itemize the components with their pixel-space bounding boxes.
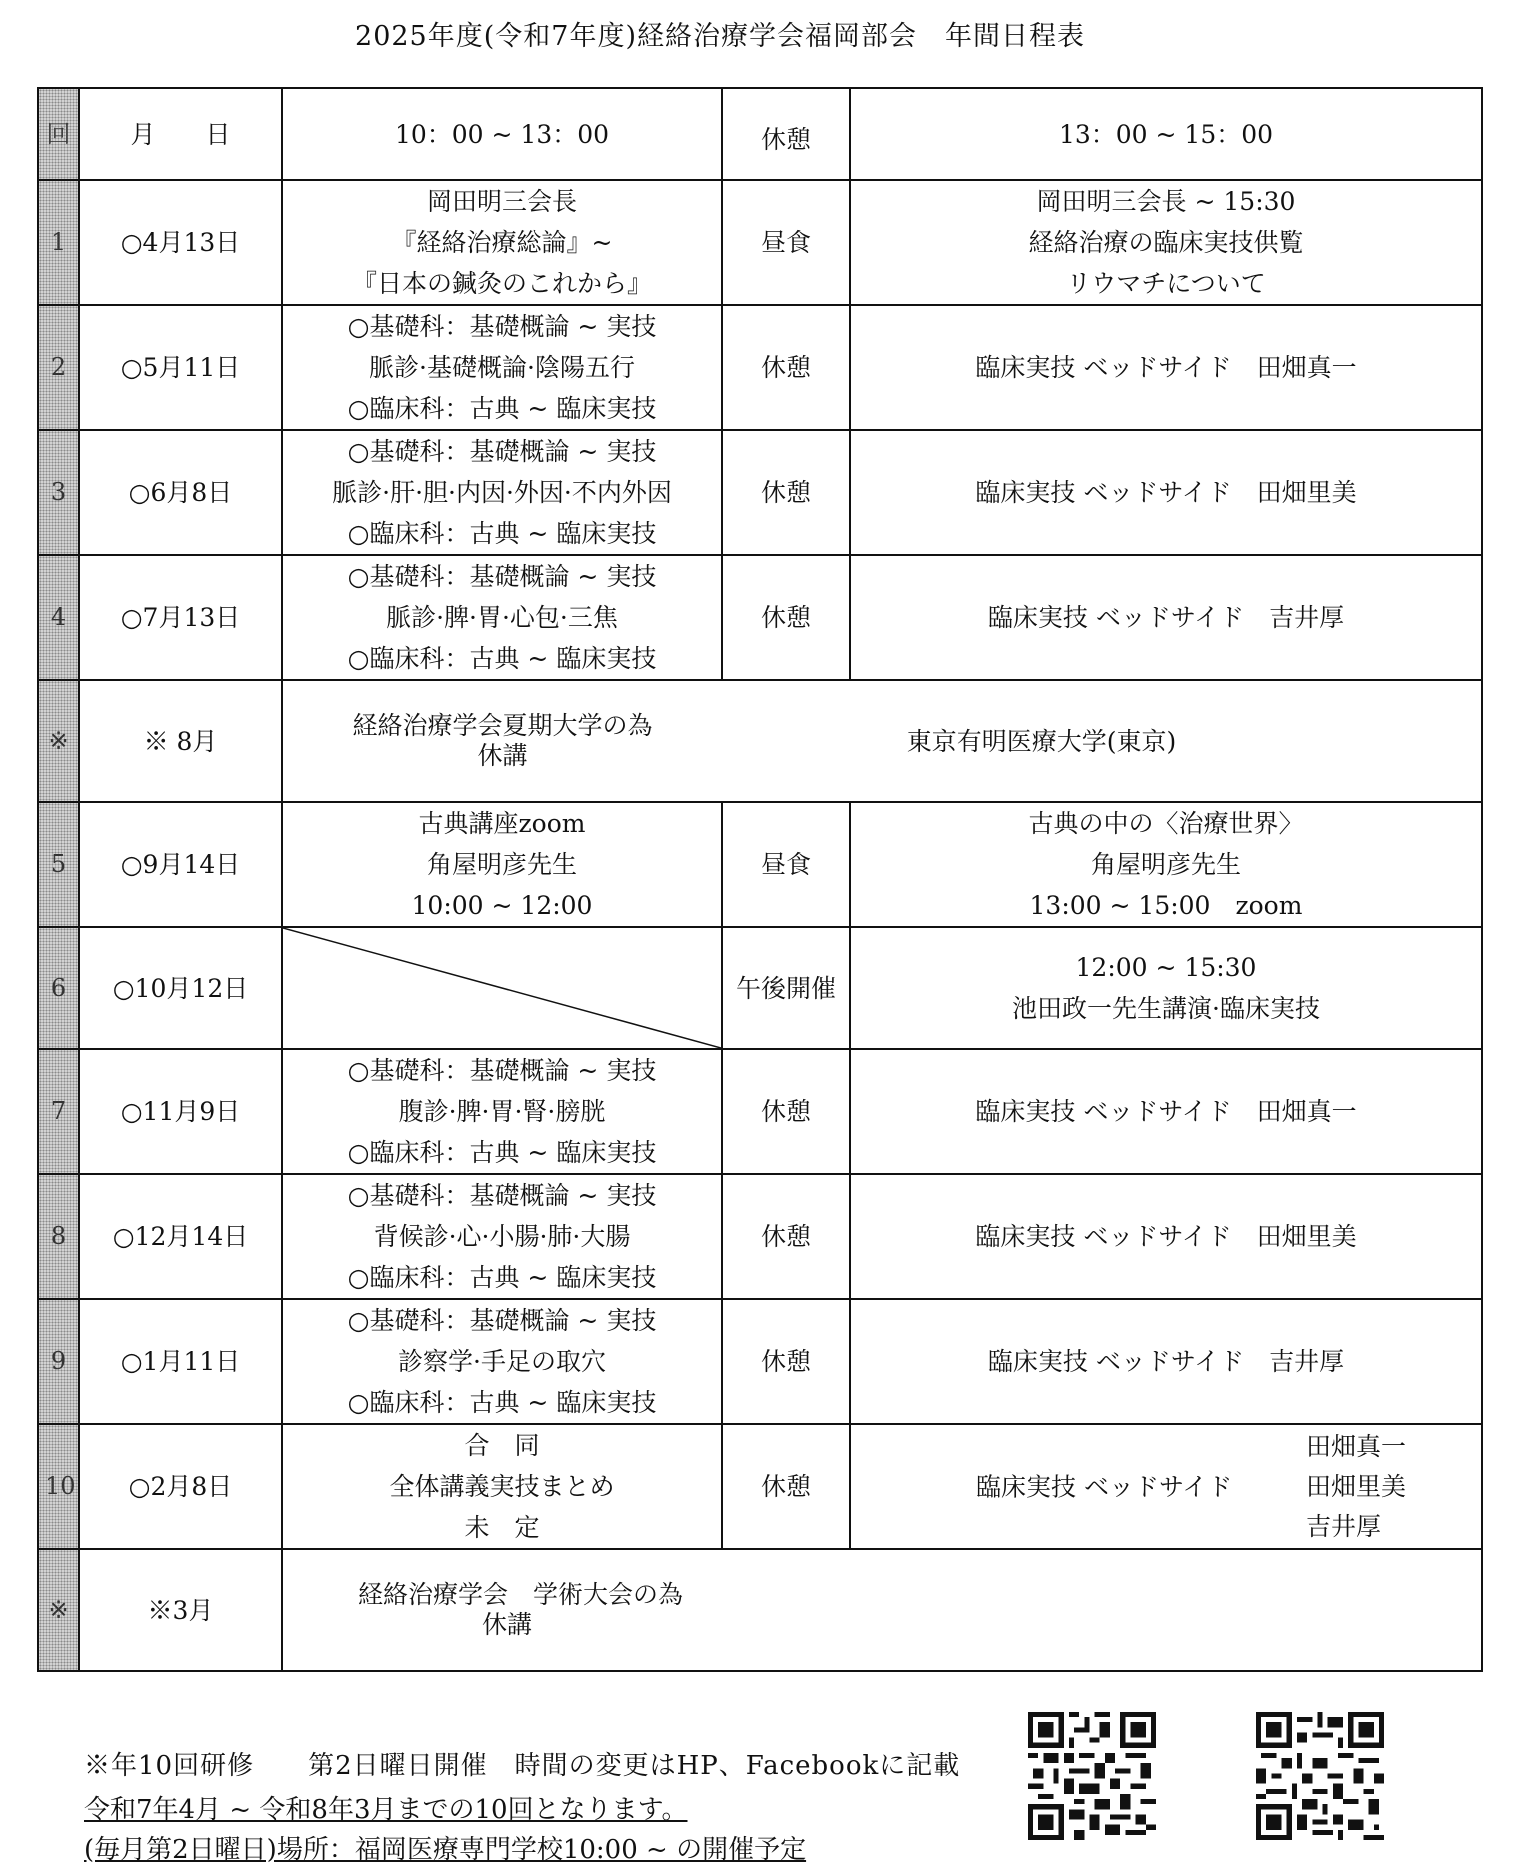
morning-content <box>282 802 722 927</box>
session-date: ※3月 <box>79 1549 282 1671</box>
morning-line: ○臨床科：古典 ~ 臨床実技 <box>347 519 657 548</box>
session-number: 7 <box>38 1049 79 1174</box>
diagonal-slash <box>283 928 721 1048</box>
diagonal-slash-line <box>283 928 721 1048</box>
morning-line: 10:00 ~ 12:00 <box>411 891 593 920</box>
session-date: ○7月13日 <box>79 555 282 680</box>
afternoon-content <box>850 1174 1482 1299</box>
session-date: ○1月11日 <box>79 1299 282 1424</box>
footer-period: 令和7年4月 ~ 令和8年3月までの10回となります。 <box>84 1795 688 1825</box>
afternoon-line: 角屋明彦先生 <box>1090 850 1241 879</box>
afternoon-line: 臨床実技 ベッドサイド 吉井厚 <box>987 603 1345 632</box>
session-number: 8 <box>38 1174 79 1299</box>
qr-code-icon[interactable] <box>1256 1712 1384 1840</box>
morning-line: ○臨床科：古典 ~ 臨床実技 <box>347 394 657 423</box>
header-am: 10：00 ~ 13：00 <box>282 88 722 180</box>
morning-content <box>282 1549 1482 1671</box>
session-number: ※ <box>38 680 79 802</box>
session-number: 1 <box>38 180 79 305</box>
afternoon-line: 臨床実技 ベッドサイド 田畑里美 <box>975 478 1357 507</box>
session-number: 3 <box>38 430 79 555</box>
morning-line: 経絡治療学会 学術大会の為 <box>358 1580 684 1609</box>
header-row <box>38 88 1482 180</box>
morning-line: ○基礎科：基礎概論 ~ 実技 <box>347 562 657 591</box>
schedule-row <box>38 927 1482 1049</box>
session-date: ○12月14日 <box>79 1174 282 1299</box>
break-cell: 休憩 <box>722 430 850 555</box>
session-number: 9 <box>38 1299 79 1424</box>
qr-code-icon[interactable] <box>1028 1712 1156 1840</box>
afternoon-content <box>850 180 1482 305</box>
page-title: 2025年度(令和7年度)経絡治療学会福岡部会 年間日程表 <box>355 21 1085 52</box>
morning-line: ○基礎科：基礎概論 ~ 実技 <box>347 312 657 341</box>
break-cell: 休憩 <box>722 1424 850 1549</box>
break-cell: 休憩 <box>722 305 850 430</box>
afternoon-content <box>850 555 1482 680</box>
schedule-row <box>38 1049 1482 1174</box>
session-number: 6 <box>38 927 79 1049</box>
schedule-row <box>38 180 1482 305</box>
afternoon-line: 臨床実技 ベッドサイド 田畑里美 <box>975 1222 1357 1251</box>
schedule-row <box>38 1299 1482 1424</box>
morning-line: 『日本の鍼灸のこれから』 <box>351 269 652 298</box>
morning-content <box>282 1174 722 1299</box>
session-date: ○5月11日 <box>79 305 282 430</box>
break-cell: 休憩 <box>722 555 850 680</box>
morning-content <box>282 430 722 555</box>
afternoon-line: 池田政一先生講演·臨床実技 <box>1012 994 1320 1023</box>
morning-line: 古典講座zoom <box>418 809 586 838</box>
morning-line: 休講 <box>482 1610 533 1639</box>
break-cell: 午後開催 <box>722 927 850 1049</box>
session-date: ※ 8月 <box>79 680 282 802</box>
morning-line: ○臨床科：古典 ~ 臨床実技 <box>347 1263 657 1292</box>
footer-location: (毎月第2日曜日)場所：福岡医療専門学校10:00 ~ の開催予定 <box>84 1835 807 1865</box>
session-date: ○10月12日 <box>79 927 282 1049</box>
afternoon-line: 臨床実技 ベッドサイド 田畑真一 <box>975 1097 1357 1126</box>
schedule-row <box>38 1174 1482 1299</box>
footer-note: ※年10回研修 第2日曜日開催 時間の変更はHP、Facebookに記載 <box>84 1751 961 1781</box>
header-break <box>722 88 850 180</box>
schedule-row <box>38 1424 1482 1549</box>
morning-content <box>282 555 722 680</box>
afternoon-line: 古典の中の〈治療世界〉 <box>1028 809 1304 838</box>
afternoon-line: 臨床実技 ベッドサイド 吉井厚 <box>987 1347 1345 1376</box>
afternoon-line: 12:00 ~ 15:30 <box>1075 953 1257 982</box>
morning-content <box>282 1299 722 1424</box>
session-date: ○9月14日 <box>79 802 282 927</box>
staff-list <box>1306 1427 1406 1547</box>
schedule-row <box>38 305 1482 430</box>
morning-line: 未 定 <box>464 1513 540 1542</box>
morning-line: 合 同 <box>464 1431 540 1460</box>
session-number: 2 <box>38 305 79 430</box>
session-date: ○2月8日 <box>79 1424 282 1549</box>
morning-line: 脈診·肝·胆·内因·外因·不内外因 <box>332 478 672 507</box>
session-date: ○6月8日 <box>79 430 282 555</box>
afternoon-line: リウマチについて <box>1066 269 1266 298</box>
morning-line: ○臨床科：古典 ~ 臨床実技 <box>347 1138 657 1167</box>
morning-line: 腹診·脾·胃·腎·膀胱 <box>398 1097 606 1126</box>
schedule-row-holiday <box>38 680 1482 802</box>
morning-line: 岡田明三会長 <box>426 187 577 216</box>
session-number: 5 <box>38 802 79 927</box>
morning-line: ○基礎科：基礎概論 ~ 実技 <box>347 437 657 466</box>
afternoon-content <box>850 802 1482 927</box>
afternoon-line: 臨床実技 ベッドサイド 田畑真一 <box>975 353 1357 382</box>
afternoon-content <box>850 1424 1482 1549</box>
staff-name: 吉井厚 <box>1306 1511 1382 1541</box>
afternoon-content <box>850 927 1482 1049</box>
afternoon-line: 経絡治療の臨床実技供覧 <box>1028 228 1304 257</box>
afternoon-content <box>850 1049 1482 1174</box>
break-cell: 休憩 <box>722 1174 850 1299</box>
morning-empty-cell <box>282 927 722 1049</box>
morning-line: 脈診·基礎概論·陰陽五行 <box>369 353 635 382</box>
header-no: 回 <box>38 88 79 180</box>
morning-content <box>282 1424 722 1549</box>
morning-content <box>282 1049 722 1174</box>
break-cell: 休憩 <box>722 1049 850 1174</box>
afternoon-content <box>722 680 1482 802</box>
session-date: ○11月9日 <box>79 1049 282 1174</box>
session-date: ○4月13日 <box>79 180 282 305</box>
header-date: 月 日 <box>79 88 282 180</box>
session-number: 10 <box>38 1424 79 1549</box>
afternoon-line: 13:00 ~ 15:00 zoom <box>1029 891 1303 920</box>
schedule-row <box>38 802 1482 927</box>
morning-content <box>282 305 722 430</box>
morning-line: ○臨床科：古典 ~ 臨床実技 <box>347 644 657 673</box>
morning-line: 経絡治療学会夏期大学の為 <box>352 711 653 740</box>
schedule-row <box>38 430 1482 555</box>
staff-name: 田畑里美 <box>1306 1471 1407 1501</box>
morning-line: 休講 <box>477 741 528 770</box>
morning-line: 診察学·手足の取穴 <box>398 1347 606 1376</box>
schedule-table <box>37 87 1483 1672</box>
morning-line: 角屋明彦先生 <box>426 850 577 879</box>
morning-line: ○基礎科：基礎概論 ~ 実技 <box>347 1181 657 1210</box>
break-cell: 昼食 <box>722 180 850 305</box>
session-number: 4 <box>38 555 79 680</box>
afternoon-line: 岡田明三会長 ~ 15:30 <box>1036 187 1296 216</box>
morning-line: ○基礎科：基礎概論 ~ 実技 <box>347 1056 657 1085</box>
morning-line: 脈診·脾·胃·心包·三焦 <box>386 603 618 632</box>
session-number: ※ <box>38 1549 79 1671</box>
morning-line: 全体講義実技まとめ <box>389 1472 615 1501</box>
morning-content <box>282 180 722 305</box>
break-cell: 休憩 <box>722 1299 850 1424</box>
morning-line: 『経絡治療総論』~ <box>391 228 613 257</box>
break-cell: 昼食 <box>722 802 850 927</box>
morning-line: 背候診·心·小腸·肺·大腸 <box>373 1222 631 1251</box>
afternoon-content <box>850 430 1482 555</box>
afternoon-line: 東京有明医療大学(東京) <box>906 726 1177 756</box>
afternoon-content <box>850 305 1482 430</box>
afternoon-content <box>850 1299 1482 1424</box>
schedule-row <box>38 555 1482 680</box>
schedule-row-holiday <box>38 1549 1482 1671</box>
header-break-label: 休憩 <box>760 124 811 154</box>
header-pm: 13：00 ~ 15：00 <box>850 88 1482 180</box>
morning-line: ○臨床科：古典 ~ 臨床実技 <box>347 1388 657 1417</box>
staff-name: 田畑真一 <box>1306 1431 1407 1461</box>
morning-line: ○基礎科：基礎概論 ~ 実技 <box>347 1306 657 1335</box>
afternoon-line: 臨床実技 ベッドサイド <box>976 1472 1233 1501</box>
